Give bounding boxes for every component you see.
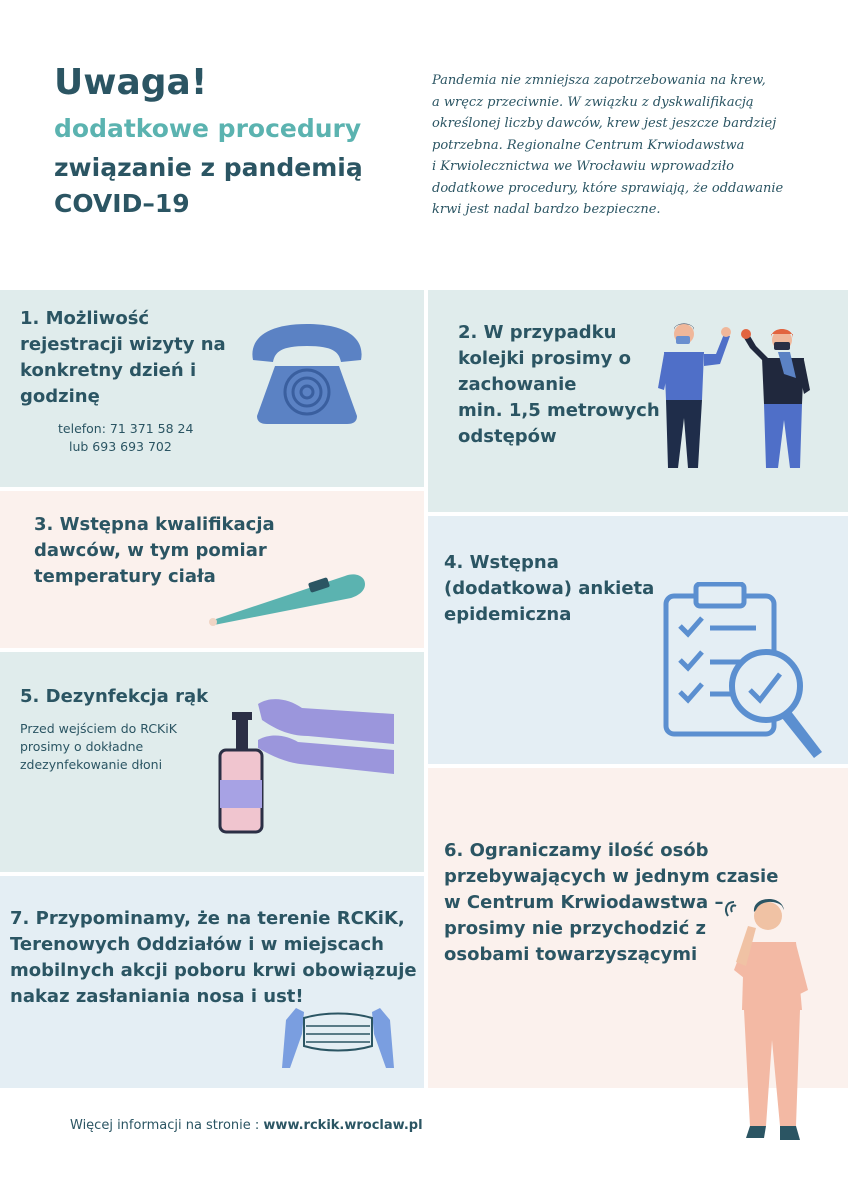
item-5-note: Przed wejściem do RCKiK prosimy o dokładne zdezynfekowanie dłoni	[20, 721, 177, 772]
item-2-title: 2. W przypadku kolejki prosimy o zachowanie min. 1,5 metrowych odstępów	[458, 322, 660, 447]
phone-icon	[245, 318, 370, 428]
intro-line: i Krwiolecznictwa we Wrocławiu wprowadziło	[432, 159, 734, 174]
intro-line: a wręcz przeciwnie. W związku z dyskwalifikacją	[432, 94, 754, 110]
page-title: Uwaga!	[54, 62, 208, 103]
item-7-title: 7. Przypominamy, że na terenie RCKiK, Terenowych Oddziałów i w miejscach mobilnych akcji poboru krwi obowiązuje nakaz zasłaniania nosa i ust!	[10, 908, 417, 1007]
item-1-phone-2: lub 693 693 702	[69, 439, 172, 454]
intro-line: krwi jest nadal bardzo bezpieczne.	[432, 202, 661, 217]
page-subtitle-line-1: dodatkowe procedury	[54, 114, 362, 143]
face-mask-icon	[280, 1004, 396, 1070]
footer-label: Więcej informacji na stronie :	[70, 1118, 264, 1133]
item-4-title: 4. Wstępna (dodatkowa) ankieta epidemiczna	[444, 552, 655, 625]
page-subtitle-line-3: COVID–19	[54, 189, 190, 218]
intro-paragraph	[432, 70, 822, 221]
intro-line: potrzebna. Regionalne Centrum Krwiodawstwa	[432, 137, 745, 153]
item-5-title: 5. Dezynfekcja rąk	[20, 686, 209, 707]
sanitizer-hands-icon	[218, 692, 394, 834]
intro-line: dodatkowe procedury, które sprawiają, że oddawanie	[432, 180, 784, 196]
item-3-title: 3. Wstępna kwalifikacja dawców, w tym pomiar temperatury ciała	[34, 514, 275, 587]
page-subtitle-line-2: związanie z pandemią	[54, 153, 363, 182]
item-1-title: 1. Możliwość rejestracji wizyty na konkretny dzień i godzinę	[20, 308, 226, 407]
item-6-title: 6. Ograniczamy ilość osób przebywających w jednym czasie w Centrum Krwiodawstwa – prosimy nie przychodzić z osobami towarzyszącymi	[444, 840, 779, 965]
two-people-icon	[650, 318, 820, 474]
intro-line: określonej liczby dawców, krew jest jeszcze bardziej	[432, 116, 777, 131]
thermometer-icon	[205, 568, 370, 628]
item-1-phone-1: telefon: 71 371 58 24	[58, 421, 194, 436]
intro-line: Pandemia nie zmniejsza zapotrzebowania na krew,	[432, 73, 766, 88]
man-on-phone-icon	[722, 890, 822, 1146]
footer	[70, 1118, 423, 1133]
clipboard-magnifier-icon	[660, 582, 830, 764]
footer-link[interactable]: www.rckik.wroclaw.pl	[263, 1118, 423, 1133]
